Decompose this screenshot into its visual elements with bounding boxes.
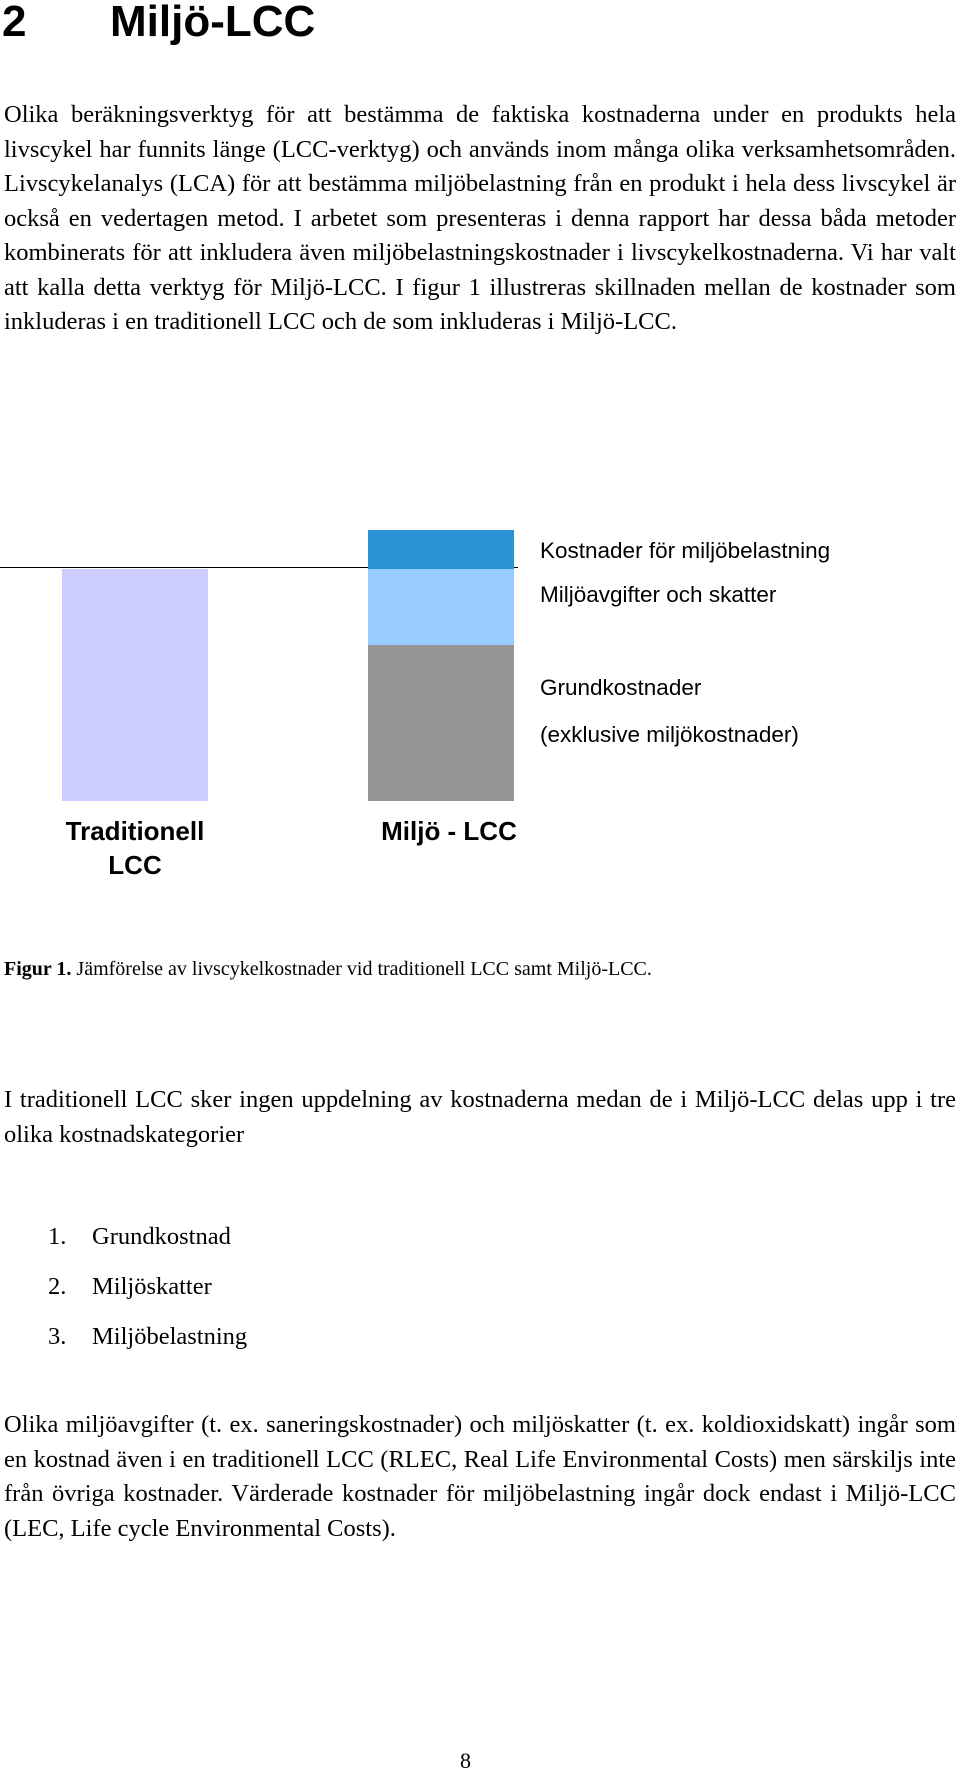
legend-base-costs: Grundkostnader <box>540 675 702 700</box>
page-number: 8 <box>460 1748 471 1773</box>
miljo-lcc-label: Miljö - LCC <box>381 816 517 846</box>
traditional-lcc-label: Traditionell LCC <box>65 816 205 880</box>
figure-caption <box>4 958 652 981</box>
caption-prefix: Figur 1. <box>4 958 72 980</box>
environmental-fees-taxes-segment <box>368 569 514 645</box>
section-heading <box>2 0 315 44</box>
paragraph-2: I traditionell LCC sker ingen uppdelning av kostnaderna medan de i Miljö-LCC delas upp i tre olika kostnadskategorier <box>4 1086 956 1148</box>
paragraph-3: Olika miljöavgifter (t. ex. saneringskostnader) och miljöskatter (t. ex. koldioxidskatt) ingår som en kostnad även i en traditionell LCC (RLEC, Real Life Environmental Costs) men särskiljs inte från övriga kostnader. Värderade kostnader för miljöbelastning ingår dock endast i Miljö-LCC (LEC, Life cycle Environmental Costs). <box>4 1411 956 1542</box>
list-item: 3. Miljöbelastning <box>48 1323 248 1350</box>
base-cost-segment <box>368 645 514 801</box>
section-title: Miljö-LCC <box>110 0 316 46</box>
traditional-lcc-bar <box>62 569 208 801</box>
intro-paragraph: Olika beräkningsverktyg för att bestämma de faktiska kostnaderna under en produkts hela livscykel har funnits länge (LCC-verktyg) och används inom många olika verksamhetsområden. Livscykelanalys (LCA) för att bestämma miljöbelastning från en produkt i hela dess livscykel är också en vedertagen metod. I arbetet som presenteras i denna rapport har dessa båda metoder kombinerats för att inkludera även miljöbelastningskostnader i livscykelkostnaderna. Vi har valt att kalla detta verktyg för Miljö-LCC. I figur 1 illustreras skillnaden mellan de kostnader som inkluderas i en traditionell LCC och de som inkluderas i Miljö-LCC. <box>4 101 956 335</box>
list-item: 2. Miljöskatter <box>48 1273 212 1300</box>
cost-category-list <box>48 1220 247 1370</box>
environmental-load-cost-segment <box>368 530 514 569</box>
caption-text: Jämförelse av livscykelkostnader vid traditionell LCC samt Miljö-LCC. <box>71 958 652 980</box>
legend-environmental-load: Kostnader för miljöbelastning <box>540 538 831 563</box>
legend-environmental-fees: Miljöavgifter och skatter <box>540 582 777 607</box>
lcc-comparison-figure <box>0 530 960 910</box>
legend-base-costs-note: (exklusive miljökostnader) <box>540 722 799 747</box>
list-item: 1. Grundkostnad <box>48 1223 231 1250</box>
section-number: 2 <box>2 0 27 46</box>
